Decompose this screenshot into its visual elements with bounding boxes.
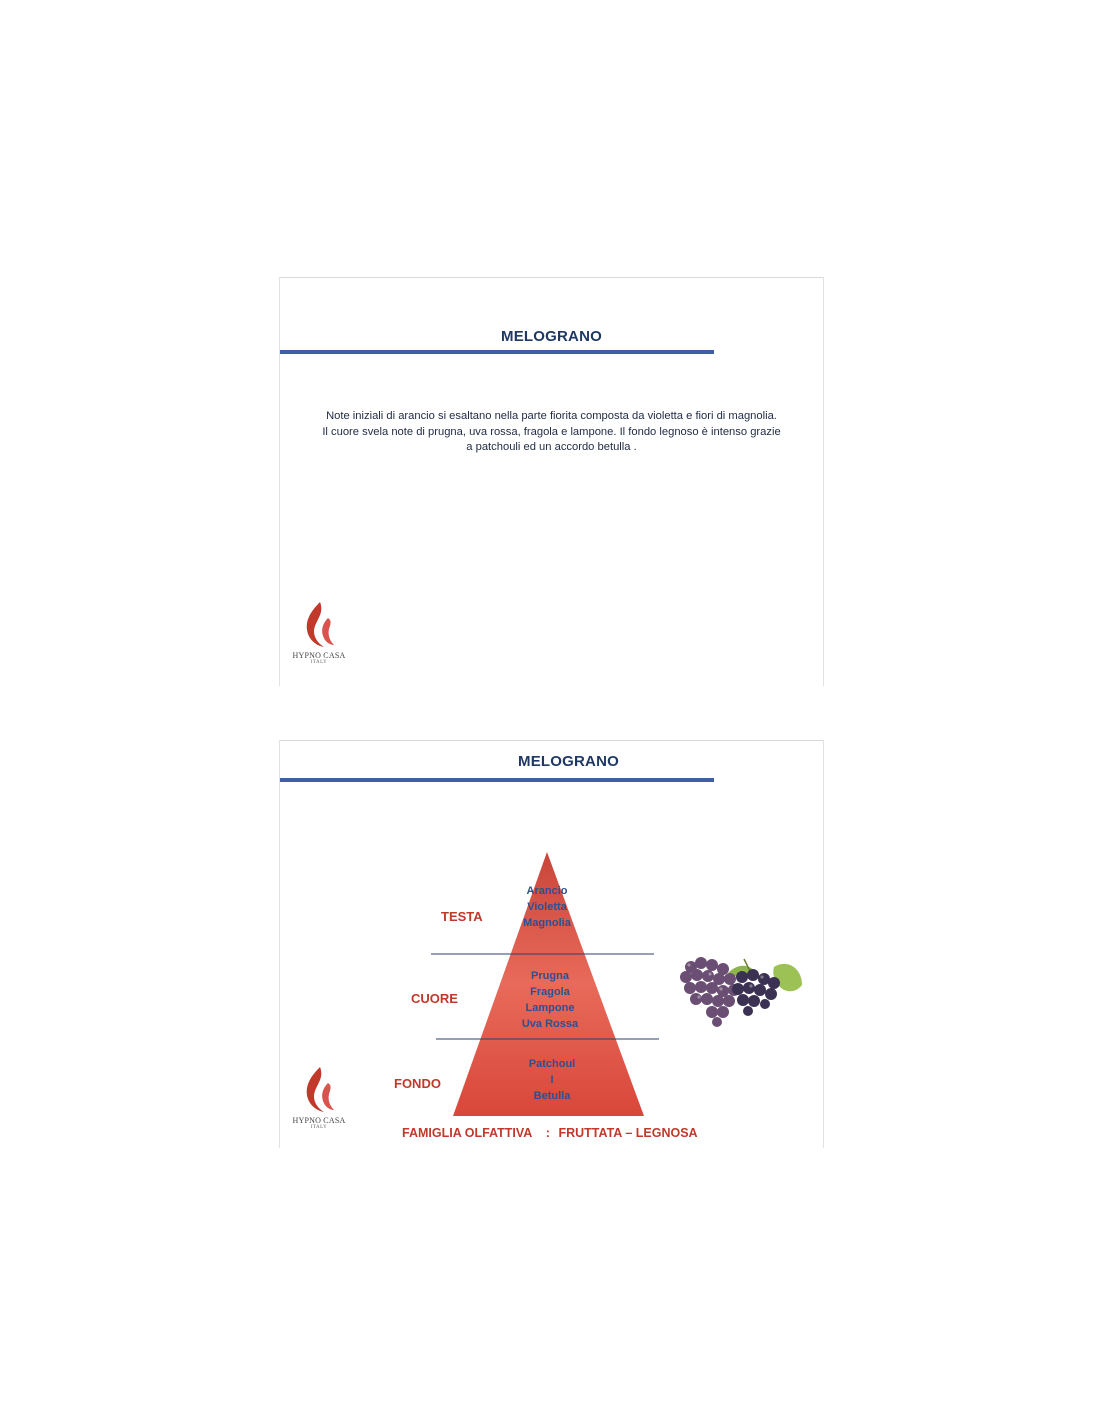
note-item: Arancio bbox=[526, 885, 568, 897]
hypno-casa-logo bbox=[288, 1065, 350, 1130]
tier-label-testa: TESTA bbox=[441, 909, 483, 924]
family-label: FAMIGLIA OLFATTIVA bbox=[402, 1126, 533, 1140]
logo-country-text: ITALY bbox=[310, 660, 328, 665]
title-underline bbox=[280, 350, 714, 354]
note-item: Patchoul bbox=[528, 1058, 576, 1070]
note-item: Uva Rossa bbox=[521, 1018, 579, 1030]
note-item: I bbox=[550, 1074, 554, 1086]
note-item: Betulla bbox=[533, 1090, 571, 1102]
description-line: a patchouli ed un accordo betulla . bbox=[466, 441, 637, 453]
tier-notes-cuore bbox=[510, 968, 590, 1032]
red-grapes-image bbox=[680, 957, 802, 1027]
flame-logo-icon bbox=[302, 1065, 336, 1115]
family-separator: : bbox=[545, 1126, 550, 1140]
logo-country-text: ITALY bbox=[310, 1125, 328, 1130]
slide-olfactory-pyramid bbox=[279, 740, 824, 1148]
note-item: Violetta bbox=[527, 901, 567, 913]
logo-brand-text: HYPNO CASA bbox=[292, 1116, 346, 1125]
logo-brand-text: HYPNO CASA bbox=[292, 651, 346, 660]
note-item: Prugna bbox=[531, 970, 569, 982]
flame-logo-icon bbox=[302, 600, 336, 650]
tier-notes-testa bbox=[507, 883, 587, 931]
description-line: Il cuore svela note di prugna, uva rossa, fragola e lampone. Il fondo legnoso è intenso grazie bbox=[322, 425, 781, 438]
fragrance-description bbox=[298, 409, 805, 456]
tier-label-fondo: FONDO bbox=[394, 1076, 441, 1091]
slide-title: MELOGRANO bbox=[518, 753, 619, 770]
tier-notes-fondo bbox=[512, 1056, 592, 1104]
hypno-casa-logo bbox=[288, 600, 350, 665]
note-item: Fragola bbox=[530, 986, 570, 998]
slide-title: MELOGRANO bbox=[501, 328, 602, 345]
description-line: Note iniziali di arancio si esaltano nella parte fiorita composta da violetta e fiori di magnolia. bbox=[326, 410, 777, 422]
note-item: Lampone bbox=[525, 1002, 575, 1014]
family-value: FRUTTATA – LEGNOSA bbox=[558, 1126, 698, 1140]
olfactory-family bbox=[402, 1126, 698, 1140]
slide-description bbox=[279, 277, 824, 686]
note-item: Magnolia bbox=[523, 917, 571, 929]
tier-label-cuore: CUORE bbox=[411, 991, 458, 1006]
